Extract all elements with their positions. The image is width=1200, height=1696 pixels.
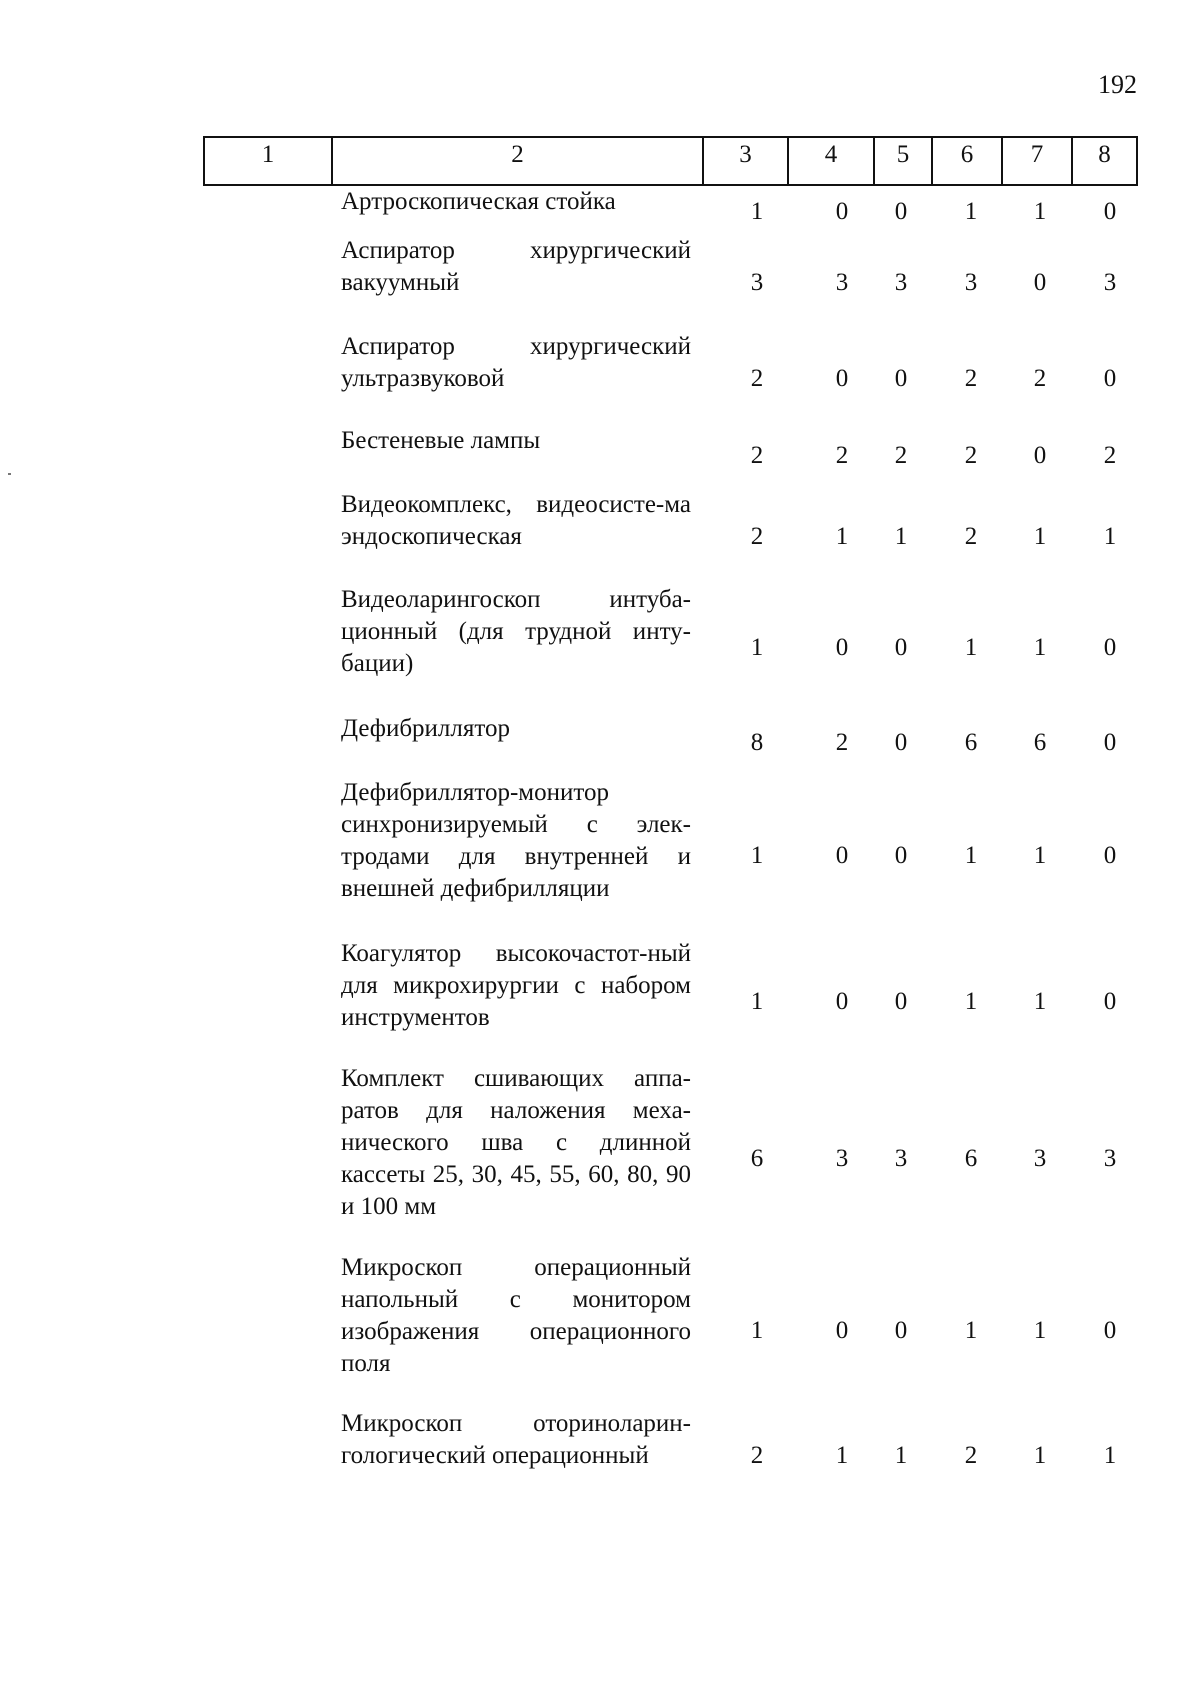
value-col-6: 6 bbox=[964, 729, 978, 756]
value-col-3: 3 bbox=[750, 269, 764, 296]
value-col-6: 1 bbox=[964, 988, 978, 1015]
value-col-4: 0 bbox=[835, 1317, 849, 1344]
value-col-5: 3 bbox=[894, 1145, 908, 1172]
value-col-4: 0 bbox=[835, 198, 849, 225]
value-col-6: 2 bbox=[964, 442, 978, 469]
value-col-3: 1 bbox=[750, 842, 764, 869]
value-col-4: 2 bbox=[835, 729, 849, 756]
value-col-5: 0 bbox=[894, 1317, 908, 1344]
equipment-name: Дефибриллятор-монитор синхронизируемый с элек-тродами для внутренней и внешней дефибрилляции bbox=[341, 779, 691, 902]
value-col-4: 1 bbox=[835, 523, 849, 550]
value-col-4: 3 bbox=[835, 1145, 849, 1172]
value-col-7: 1 bbox=[1033, 1442, 1047, 1469]
value-col-4: 0 bbox=[835, 365, 849, 392]
value-col-4: 0 bbox=[835, 988, 849, 1015]
value-col-4: 0 bbox=[835, 842, 849, 869]
value-col-6: 1 bbox=[964, 1317, 978, 1344]
value-col-7: 1 bbox=[1033, 1317, 1047, 1344]
value-col-7: 1 bbox=[1033, 634, 1047, 661]
equipment-name: Микроскоп оториноларин-гологический операционный bbox=[341, 1410, 691, 1469]
value-col-6: 3 bbox=[964, 269, 978, 296]
value-col-8: 0 bbox=[1103, 198, 1117, 225]
value-col-3: 1 bbox=[750, 634, 764, 661]
value-col-3: 6 bbox=[750, 1145, 764, 1172]
value-col-5: 2 bbox=[894, 442, 908, 469]
value-col-3: 2 bbox=[750, 365, 764, 392]
value-col-4: 3 bbox=[835, 269, 849, 296]
value-col-7: 6 bbox=[1033, 729, 1047, 756]
value-col-6: 2 bbox=[964, 523, 978, 550]
header-col-8: 8 bbox=[1098, 141, 1111, 168]
header-col-6: 6 bbox=[933, 138, 1003, 184]
value-col-8: 0 bbox=[1103, 988, 1117, 1015]
value-col-7: 2 bbox=[1033, 365, 1047, 392]
value-col-5: 0 bbox=[894, 988, 908, 1015]
equipment-name: Коагулятор высокочастот-ный для микрохирургии с набором инструментов bbox=[341, 940, 691, 1031]
value-col-8: 0 bbox=[1103, 842, 1117, 869]
equipment-name: Видеокомплекс, видеосисте-ма эндоскопическая bbox=[341, 491, 691, 550]
value-col-8: 0 bbox=[1103, 634, 1117, 661]
equipment-name: Артроскопическая стойка bbox=[341, 188, 616, 215]
value-col-3: 1 bbox=[750, 198, 764, 225]
value-col-6: 1 bbox=[964, 198, 978, 225]
value-col-5: 1 bbox=[894, 1442, 908, 1469]
value-col-6: 2 bbox=[964, 1442, 978, 1469]
equipment-name: Микроскоп операционный напольный с монитором изображения операционного поля bbox=[341, 1254, 691, 1377]
header-col-3: 3 bbox=[704, 138, 789, 184]
equipment-name: Аспиратор хирургический вакуумный bbox=[341, 237, 691, 296]
equipment-name: Комплект сшивающих аппа-ратов для наложения меха-нического шва с длинной кассеты 25, 30, 45, 55, 60, 80, 90 и 100 мм bbox=[341, 1065, 691, 1220]
value-col-7: 1 bbox=[1033, 523, 1047, 550]
value-col-5: 1 bbox=[894, 523, 908, 550]
equipment-name: Видеоларингоскоп интуба-ционный (для трудной инту-бации) bbox=[341, 586, 691, 677]
header-col-4: 4 bbox=[789, 138, 875, 184]
equipment-name: Бестеневые лампы bbox=[341, 427, 541, 454]
value-col-5: 0 bbox=[894, 634, 908, 661]
value-col-4: 0 bbox=[835, 634, 849, 661]
value-col-8: 0 bbox=[1103, 729, 1117, 756]
value-col-5: 0 bbox=[894, 842, 908, 869]
value-col-5: 3 bbox=[894, 269, 908, 296]
value-col-8: 3 bbox=[1103, 1145, 1117, 1172]
value-col-7: 3 bbox=[1033, 1145, 1047, 1172]
value-col-4: 2 bbox=[835, 442, 849, 469]
page-number: 192 bbox=[1098, 70, 1137, 99]
value-col-5: 0 bbox=[894, 365, 908, 392]
value-col-7: 0 bbox=[1033, 269, 1047, 296]
header-col-2: 2 bbox=[333, 138, 704, 184]
value-col-3: 8 bbox=[750, 729, 764, 756]
value-col-4: 1 bbox=[835, 1442, 849, 1469]
value-col-3: 1 bbox=[750, 988, 764, 1015]
value-col-7: 1 bbox=[1033, 988, 1047, 1015]
value-col-5: 0 bbox=[894, 198, 908, 225]
value-col-6: 6 bbox=[964, 1145, 978, 1172]
value-col-6: 1 bbox=[964, 842, 978, 869]
value-col-8: 1 bbox=[1103, 1442, 1117, 1469]
value-col-8: 0 bbox=[1103, 1317, 1117, 1344]
header-col-5: 5 bbox=[875, 138, 933, 184]
equipment-name: Аспиратор хирургический ультразвуковой bbox=[341, 333, 691, 392]
value-col-6: 1 bbox=[964, 634, 978, 661]
scan-mark bbox=[8, 473, 11, 475]
header-col-7: 7 bbox=[1003, 138, 1073, 184]
value-col-7: 1 bbox=[1033, 842, 1047, 869]
value-col-5: 0 bbox=[894, 729, 908, 756]
value-col-8: 3 bbox=[1103, 269, 1117, 296]
value-col-8: 1 bbox=[1103, 523, 1117, 550]
value-col-7: 0 bbox=[1033, 442, 1047, 469]
header-col-1: 1 bbox=[205, 138, 333, 184]
value-col-3: 2 bbox=[750, 523, 764, 550]
value-col-8: 2 bbox=[1103, 442, 1117, 469]
value-col-3: 2 bbox=[750, 442, 764, 469]
value-col-7: 1 bbox=[1033, 198, 1047, 225]
value-col-3: 1 bbox=[750, 1317, 764, 1344]
value-col-3: 2 bbox=[750, 1442, 764, 1469]
equipment-name: Дефибриллятор bbox=[341, 715, 510, 742]
value-col-8: 0 bbox=[1103, 365, 1117, 392]
value-col-6: 2 bbox=[964, 365, 978, 392]
